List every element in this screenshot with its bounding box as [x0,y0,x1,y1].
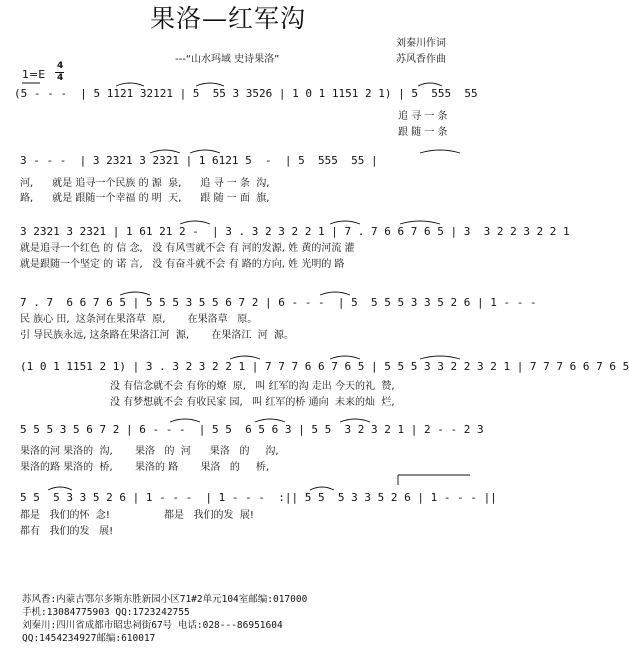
time-signature-bottom: 4 [57,73,64,83]
system-5-lyric-1: 没 有信念就不会 有你的燎 原, 叫 红军的沟 走出 今天的礼 赞, [110,381,395,392]
system-3-lyric-1: 就是追寻一个红色 的 信 念, 没 有风雪就不会 有 河的发源, 姓 黄的河流 灌 [20,243,355,254]
system-2-music: 3 - - - | 3 2321 3 2321 | 1 6121 5 - | 5 555 55 | [20,154,378,167]
footer-line-1: 苏风香:内蒙古鄂尔多斯东胜新园小区71#2单元104室邮编:017000 [22,594,308,605]
system-1-lyric-1: 追 寻 一 条 [398,111,448,122]
system-6-music: 5 5 5 3 5 6 7 2 | 6 - - - | 5 5 6 5 6 3 | 5 5 3 2 3 2 1 | 2 - - 2 3 [20,423,484,436]
system-5-music: (1 0 1 1151 2 1) | 3 . 3 2 3 2 2 1 | 7 7 7 6 6 7 6 5 | 5 5 5 3 3 2 2 3 2 1 | 7 7 7 6 6 7 6 5 [20,360,629,373]
system-5-lyric-2: 没 有梦想就不会 有收民家 园, 叫 红军的桥 通向 未来的灿 烂, [110,397,395,408]
footer-line-4: QQ:1454234927邮编:610017 [22,633,156,644]
key-signature: 1=E [22,68,46,81]
system-4-lyric-1: 民 族心 田, 这条河在果洛草 原, 在果洛草 原。 [20,314,258,325]
system-3-lyric-2: 就是跟随一个坚定 的 诺 言, 没 有奋斗就不会 有 路的方向, 姓 光明的 路 [20,259,345,270]
subtitle: ---“山水玛域 史诗果洛” [175,54,280,65]
system-6-lyric-2: 果洛的路 果洛的 桥, 果洛的 路 果洛 的 桥, [20,462,270,473]
system-4-music: 7 . 7 6 6 7 6 5 | 5 5 5 3 5 5 6 7 2 | 6 - - - | 5 5 5 5 3 3 5 2 6 | 1 - - - [20,296,537,309]
system-1-music: (5 - - - | 5 1121 32121 | 5 55 3 3526 | 1 0 1 1151 2 1) | 5 555 55 [14,87,478,100]
system-7-lyric-2: 都有 我们的发 展! [20,526,114,537]
system-7-music: 5 5 5 3 3 5 2 6 | 1 - - - | 1 - - - :|| 5 5 5 3 3 5 2 6 | 1 - - - || [20,491,497,504]
composer-credit: 苏风香作曲 [396,54,446,65]
time-signature-top: 4 [57,61,64,71]
system-3-music: 3 2321 3 2321 | 1 61 21 2 - | 3 . 3 2 3 2 2 1 | 7 . 7 6 6 7 6 5 | 3 3 2 2 3 2 2 1 [20,225,570,238]
system-6-lyric-1: 果洛的河 果洛的 沟, 果洛 的 河 果洛 的 沟, [20,446,279,457]
footer-line-3: 刘秦川:四川省成都市昭忠祠街67号 电话:028---86951604 [22,620,283,631]
system-2-lyric-1: 河, 就是 追寻一个民族 的 源 泉, 追 寻 一 条 沟, [20,178,270,189]
system-4-lyric-2: 引 导民族永远, 这条路在果洛江河 源, 在果洛江 河 源。 [20,330,295,341]
system-2-lyric-2: 路, 就是 跟随一个幸福 的 明 天, 跟 随 一 面 旗, [20,193,270,204]
system-1-lyric-2: 跟 随 一 条 [398,127,448,138]
footer-line-2: 手机:13084775903 QQ:1723242755 [22,607,190,618]
lyricist-credit: 刘秦川作词 [396,38,446,49]
song-title: 果洛—红军沟 [150,4,307,33]
system-7-lyric-1: 都是 我们的怀 念! 都是 我们的发 展! [20,510,254,521]
